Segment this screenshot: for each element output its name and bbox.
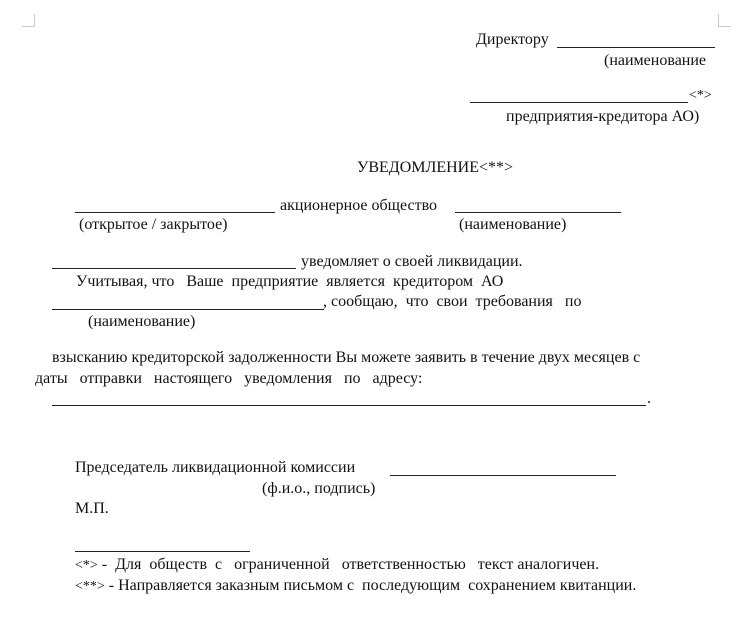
addressee-caption-2: предприятия-кредитора АО): [506, 108, 700, 125]
liquidation-notice-text: уведомляет о своей ликвидации.: [301, 253, 523, 270]
company-type-blank[interactable]: [75, 212, 275, 213]
page-corner-mark-top-left: [22, 14, 35, 27]
creditor-statement-text: Учитывая, что Ваше предприятие является кредитором АО: [76, 273, 504, 290]
address-blank[interactable]: [52, 405, 646, 406]
stamp-place-label: М.П.: [75, 500, 109, 517]
footnote-2-mark: <**>: [75, 579, 105, 594]
company-name-caption: (наименование): [459, 216, 567, 233]
liquidating-company-blank[interactable]: [52, 268, 296, 269]
footnote-1-text: - Для обществ с ограниченной ответственностью текст аналогичен.: [97, 556, 600, 573]
claims-text: , сообщаю, что свои требования по: [323, 293, 582, 310]
creditor-ao-name-blank[interactable]: [52, 309, 324, 310]
footnote-2-text: - Направляется заказным письмом с последующим сохранением квитанции.: [104, 577, 637, 594]
footnote-1-mark: <*>: [75, 558, 98, 573]
chairman-signature-blank[interactable]: [390, 475, 616, 476]
footnote-mark-1: <*>: [689, 88, 712, 103]
creditor-name-blank[interactable]: [470, 102, 688, 103]
addressee-label: Директору: [476, 31, 549, 48]
address-intro-text: даты отправки настоящего уведомления по адресу:: [35, 370, 423, 387]
addressee-caption-1: (наименование: [604, 52, 707, 69]
footnote-1: [75, 556, 599, 575]
page-corner-mark-top-right: [718, 14, 731, 27]
footnote-2: [75, 577, 636, 596]
company-type-caption: (открытое / закрытое): [79, 216, 228, 233]
joint-stock-company-label: акционерное общество: [280, 197, 438, 214]
claims-deadline-text: взысканию кредиторской задолженности Вы можете заявить в течение двух месяцев с: [52, 349, 641, 366]
signature-caption: (ф.и.о., подпись): [262, 480, 376, 497]
company-name-blank[interactable]: [455, 212, 621, 213]
addressee-name-blank[interactable]: [557, 47, 715, 48]
footnote-separator: [75, 551, 250, 552]
chairman-label: Председатель ликвидационной комиссии: [75, 459, 356, 476]
creditor-ao-name-caption: (наименование): [88, 313, 196, 330]
document-title: УВЕДОМЛЕНИЕ<**>: [357, 159, 514, 176]
address-period: .: [647, 390, 651, 407]
